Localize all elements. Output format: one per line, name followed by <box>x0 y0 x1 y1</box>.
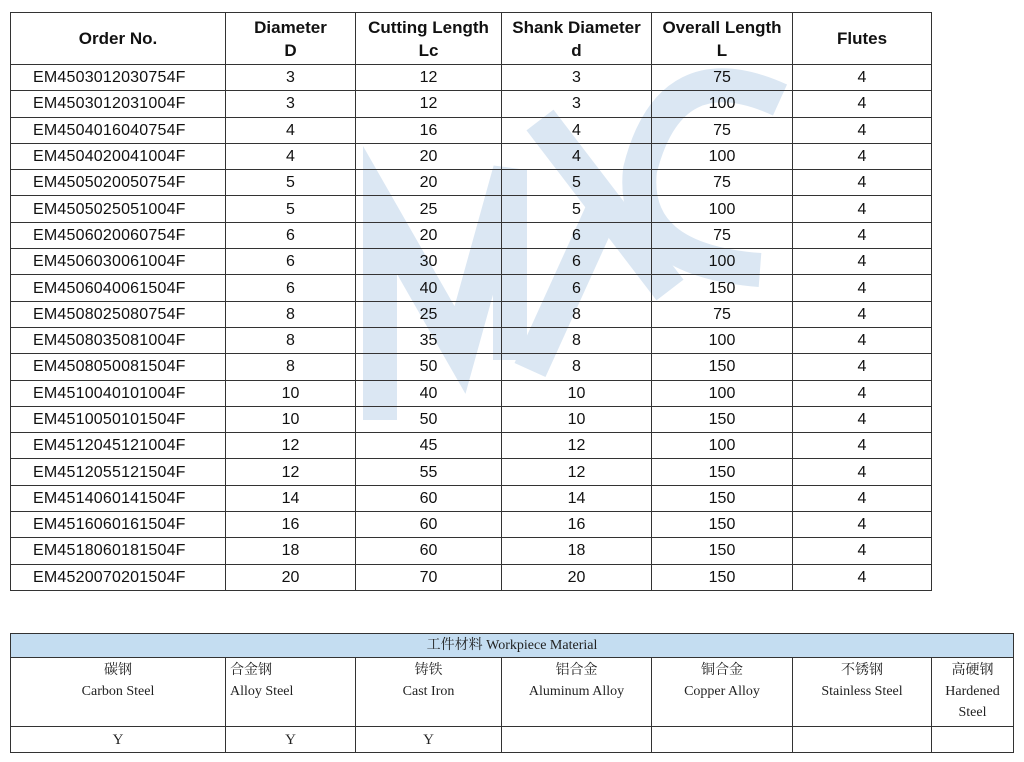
cutting-length-cell: 60 <box>356 512 502 538</box>
flutes-cell: 4 <box>793 485 932 511</box>
material-suitability-mark <box>932 727 1014 753</box>
material-name-en: Copper Alloy <box>684 684 760 699</box>
order-no-cell: EM4520070201504F <box>11 564 226 590</box>
flutes-cell: 4 <box>793 170 932 196</box>
order-no-cell: EM4508035081004F <box>11 327 226 353</box>
order-no-cell: EM4508050081504F <box>11 354 226 380</box>
shank-diameter-cell: 6 <box>502 275 652 301</box>
overall-length-cell: 100 <box>652 91 793 117</box>
diameter-cell: 20 <box>226 564 356 590</box>
shank-diameter-cell: 10 <box>502 380 652 406</box>
diameter-cell: 10 <box>226 380 356 406</box>
overall-length-cell: 150 <box>652 459 793 485</box>
shank-diameter-cell: 10 <box>502 406 652 432</box>
flutes-cell: 4 <box>793 327 932 353</box>
material-name-cn: 合金钢 <box>230 663 272 678</box>
diameter-cell: 12 <box>226 459 356 485</box>
diameter-cell: 10 <box>226 406 356 432</box>
overall-length-cell: 150 <box>652 275 793 301</box>
material-cell <box>793 658 932 727</box>
table-row <box>11 485 932 511</box>
material-suitability-mark <box>793 727 932 753</box>
material-name-en: Alloy Steel <box>230 684 294 699</box>
header-order-no: Order No. <box>11 13 226 65</box>
material-suitability-mark: Y <box>356 727 502 753</box>
cutting-length-cell: 20 <box>356 143 502 169</box>
shank-diameter-cell: 4 <box>502 117 652 143</box>
header-flutes: Flutes <box>793 13 932 65</box>
material-marks-row <box>11 727 1014 753</box>
header-shank-diameter: Shank Diameter d <box>502 13 652 65</box>
overall-length-cell: 75 <box>652 170 793 196</box>
flutes-cell: 4 <box>793 65 932 91</box>
flutes-cell: 4 <box>793 512 932 538</box>
diameter-cell: 6 <box>226 222 356 248</box>
order-no-cell: EM4510050101504F <box>11 406 226 432</box>
diameter-cell: 12 <box>226 433 356 459</box>
overall-length-cell: 150 <box>652 354 793 380</box>
order-no-cell: EM4503012030754F <box>11 65 226 91</box>
flutes-cell: 4 <box>793 301 932 327</box>
order-no-cell: EM4505025051004F <box>11 196 226 222</box>
material-suitability-mark <box>502 727 652 753</box>
shank-diameter-cell: 18 <box>502 538 652 564</box>
table-row <box>11 275 932 301</box>
cutting-length-cell: 20 <box>356 222 502 248</box>
order-no-cell: EM4506040061504F <box>11 275 226 301</box>
order-no-cell: EM4512045121004F <box>11 433 226 459</box>
shank-diameter-cell: 8 <box>502 354 652 380</box>
flutes-cell: 4 <box>793 406 932 432</box>
table-row <box>11 406 932 432</box>
table-row <box>11 564 932 590</box>
order-no-cell: EM4505020050754F <box>11 170 226 196</box>
material-cell <box>356 658 502 727</box>
diameter-cell: 6 <box>226 275 356 301</box>
table-row <box>11 170 932 196</box>
material-name-cn: 铸铁 <box>414 663 443 678</box>
cutting-length-cell: 12 <box>356 91 502 117</box>
diameter-cell: 5 <box>226 196 356 222</box>
overall-length-cell: 75 <box>652 301 793 327</box>
table-row <box>11 301 932 327</box>
cutting-length-cell: 40 <box>356 275 502 301</box>
overall-length-cell: 100 <box>652 249 793 275</box>
table-row <box>11 459 932 485</box>
overall-length-cell: 150 <box>652 538 793 564</box>
material-name-cn: 碳钢 <box>104 663 132 678</box>
overall-length-cell: 100 <box>652 327 793 353</box>
shank-diameter-cell: 14 <box>502 485 652 511</box>
material-name-en: Stainless Steel <box>821 684 903 699</box>
cutting-length-cell: 60 <box>356 485 502 511</box>
diameter-cell: 18 <box>226 538 356 564</box>
flutes-cell: 4 <box>793 91 932 117</box>
table-row <box>11 327 932 353</box>
diameter-cell: 3 <box>226 65 356 91</box>
shank-diameter-cell: 20 <box>502 564 652 590</box>
shank-diameter-cell: 8 <box>502 301 652 327</box>
table-row <box>11 249 932 275</box>
flutes-cell: 4 <box>793 143 932 169</box>
shank-diameter-cell: 5 <box>502 196 652 222</box>
cutting-length-cell: 30 <box>356 249 502 275</box>
spec-table <box>10 12 932 591</box>
cutting-length-cell: 40 <box>356 380 502 406</box>
overall-length-cell: 100 <box>652 196 793 222</box>
cutting-length-cell: 25 <box>356 301 502 327</box>
diameter-cell: 6 <box>226 249 356 275</box>
cutting-length-cell: 20 <box>356 170 502 196</box>
cutting-length-cell: 70 <box>356 564 502 590</box>
diameter-cell: 4 <box>226 117 356 143</box>
diameter-cell: 16 <box>226 512 356 538</box>
header-diameter: Diameter D <box>226 13 356 65</box>
table-row <box>11 91 932 117</box>
header-cutting-length: Cutting Length Lc <box>356 13 502 65</box>
order-no-cell: EM4503012031004F <box>11 91 226 117</box>
table-row <box>11 512 932 538</box>
cutting-length-cell: 25 <box>356 196 502 222</box>
cutting-length-cell: 16 <box>356 117 502 143</box>
shank-diameter-cell: 8 <box>502 327 652 353</box>
material-cell <box>502 658 652 727</box>
flutes-cell: 4 <box>793 538 932 564</box>
header-overall-length: Overall Length L <box>652 13 793 65</box>
flutes-cell: 4 <box>793 433 932 459</box>
material-suitability-mark: Y <box>226 727 356 753</box>
flutes-cell: 4 <box>793 196 932 222</box>
overall-length-cell: 100 <box>652 143 793 169</box>
overall-length-cell: 75 <box>652 117 793 143</box>
diameter-cell: 14 <box>226 485 356 511</box>
diameter-cell: 5 <box>226 170 356 196</box>
material-name-en: Cast Iron <box>402 684 455 699</box>
diameter-cell: 4 <box>226 143 356 169</box>
diameter-cell: 8 <box>226 327 356 353</box>
flutes-cell: 4 <box>793 380 932 406</box>
table-row <box>11 380 932 406</box>
cutting-length-cell: 60 <box>356 538 502 564</box>
table-row <box>11 117 932 143</box>
overall-length-cell: 150 <box>652 406 793 432</box>
spec-header-row <box>11 13 932 65</box>
order-no-cell: EM4516060161504F <box>11 512 226 538</box>
spec-table-body <box>11 65 932 591</box>
order-no-cell: EM4506030061004F <box>11 249 226 275</box>
material-name-en: Hardened Steel <box>945 684 1000 720</box>
overall-length-cell: 150 <box>652 485 793 511</box>
material-cell <box>652 658 793 727</box>
material-cell <box>11 658 226 727</box>
material-cell <box>226 658 356 727</box>
flutes-cell: 4 <box>793 249 932 275</box>
flutes-cell: 4 <box>793 354 932 380</box>
table-row <box>11 354 932 380</box>
shank-diameter-cell: 12 <box>502 433 652 459</box>
order-no-cell: EM4504020041004F <box>11 143 226 169</box>
flutes-cell: 4 <box>793 564 932 590</box>
shank-diameter-cell: 12 <box>502 459 652 485</box>
order-no-cell: EM4506020060754F <box>11 222 226 248</box>
shank-diameter-cell: 16 <box>502 512 652 538</box>
overall-length-cell: 150 <box>652 564 793 590</box>
material-name-cn: 铜合金 <box>701 663 743 678</box>
overall-length-cell: 75 <box>652 222 793 248</box>
material-cell <box>932 658 1014 727</box>
flutes-cell: 4 <box>793 222 932 248</box>
overall-length-cell: 150 <box>652 512 793 538</box>
order-no-cell: EM4512055121504F <box>11 459 226 485</box>
shank-diameter-cell: 6 <box>502 222 652 248</box>
workpiece-material-table <box>10 633 1014 753</box>
diameter-cell: 8 <box>226 354 356 380</box>
table-row <box>11 538 932 564</box>
order-no-cell: EM4510040101004F <box>11 380 226 406</box>
cutting-length-cell: 55 <box>356 459 502 485</box>
cutting-length-cell: 12 <box>356 65 502 91</box>
shank-diameter-cell: 3 <box>502 91 652 117</box>
material-suitability-mark <box>652 727 793 753</box>
shank-diameter-cell: 6 <box>502 249 652 275</box>
cutting-length-cell: 35 <box>356 327 502 353</box>
flutes-cell: 4 <box>793 275 932 301</box>
shank-diameter-cell: 3 <box>502 65 652 91</box>
overall-length-cell: 75 <box>652 65 793 91</box>
order-no-cell: EM4518060181504F <box>11 538 226 564</box>
material-name-cn: 铝合金 <box>555 663 598 678</box>
diameter-cell: 3 <box>226 91 356 117</box>
diameter-cell: 8 <box>226 301 356 327</box>
table-row <box>11 65 932 91</box>
order-no-cell: EM4514060141504F <box>11 485 226 511</box>
table-row <box>11 196 932 222</box>
material-name-cn: 不锈钢 <box>841 663 883 678</box>
overall-length-cell: 100 <box>652 433 793 459</box>
table-row <box>11 222 932 248</box>
material-name-en: Aluminum Alloy <box>528 684 625 699</box>
material-names-row <box>11 658 1014 727</box>
material-name-en: Carbon Steel <box>81 684 155 699</box>
flutes-cell: 4 <box>793 459 932 485</box>
cutting-length-cell: 50 <box>356 354 502 380</box>
table-row <box>11 143 932 169</box>
order-no-cell: EM4508025080754F <box>11 301 226 327</box>
overall-length-cell: 100 <box>652 380 793 406</box>
shank-diameter-cell: 4 <box>502 143 652 169</box>
workpiece-material-caption: 工件材料 Workpiece Material <box>11 634 1014 658</box>
material-suitability-mark: Y <box>11 727 226 753</box>
cutting-length-cell: 50 <box>356 406 502 432</box>
material-name-cn: 高硬钢 <box>951 663 994 678</box>
table-row <box>11 433 932 459</box>
flutes-cell: 4 <box>793 117 932 143</box>
cutting-length-cell: 45 <box>356 433 502 459</box>
order-no-cell: EM4504016040754F <box>11 117 226 143</box>
shank-diameter-cell: 5 <box>502 170 652 196</box>
